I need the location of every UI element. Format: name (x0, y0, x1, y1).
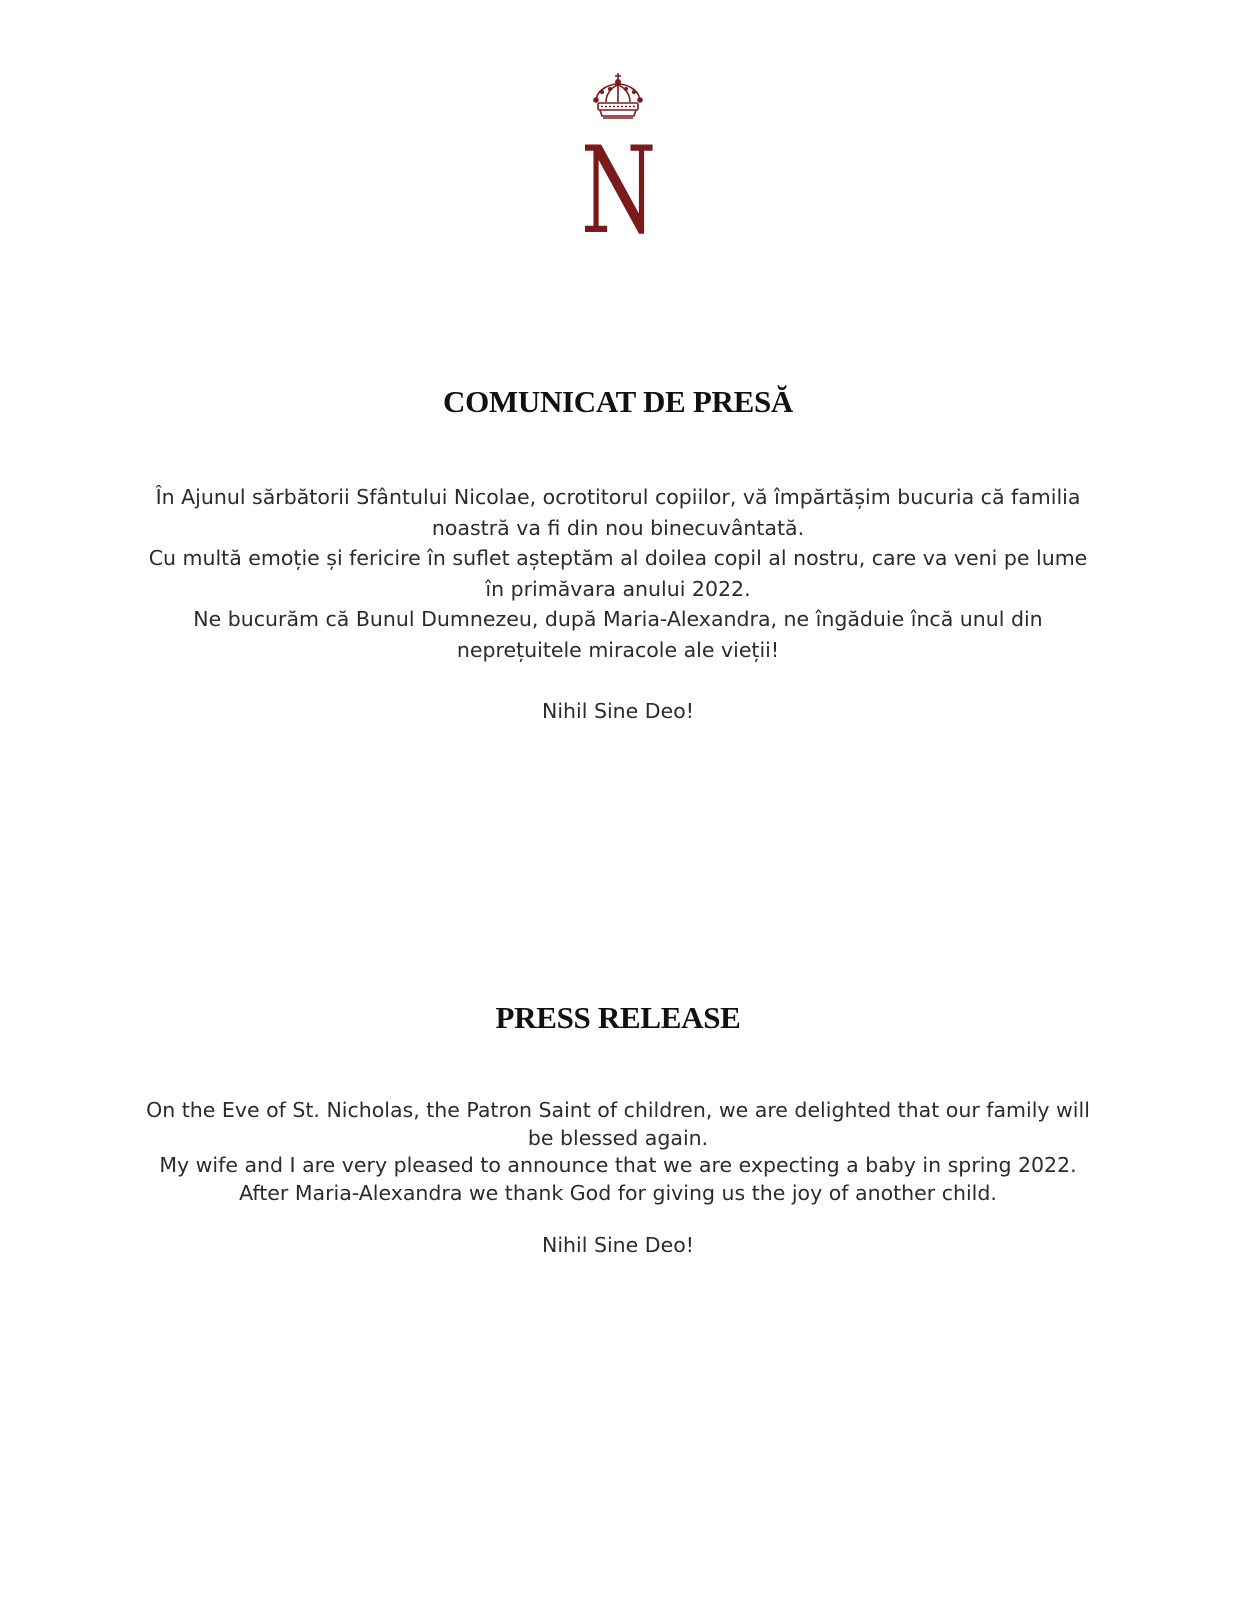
royal-crown-icon (590, 72, 646, 120)
romanian-paragraph-2: Cu multă emoție și fericire în suflet așteptăm al doilea copil al nostru, care va veni pe lume în primăvara anului 2022. (148, 546, 1088, 601)
monogram-letter: N (580, 122, 656, 261)
royal-monogram (0, 72, 1236, 262)
english-body (140, 1097, 1096, 1260)
english-paragraph-3: After Maria-Alexandra we thank God for giving us the joy of another child. (239, 1180, 997, 1205)
english-paragraph-1: On the Eve of St. Nicholas, the Patron Saint of children, we are delighted that our family will be blessed again. (146, 1098, 1090, 1150)
romanian-closing: Nihil Sine Deo! (542, 699, 694, 724)
romanian-paragraph-3: Ne bucurăm că Bunul Dumnezeu, după Maria-Alexandra, ne îngăduie încă unul din neprețuitele miracole ale vieții! (193, 607, 1043, 662)
romanian-paragraph-1: În Ajunul sărbătorii Sfântului Nicolae, ocrotitorul copiilor, vă împărtășim bucuria că familia noastră va fi din nou binecuvântată. (155, 485, 1081, 540)
english-paragraph-2: My wife and I are very pleased to announce that we are expecting a baby in spring 2022. (159, 1153, 1077, 1177)
romanian-body (140, 482, 1096, 727)
romanian-heading: COMUNICAT DE PRESĂ (443, 384, 793, 419)
english-closing: Nihil Sine Deo! (542, 1233, 694, 1257)
english-heading: PRESS RELEASE (495, 1000, 741, 1035)
